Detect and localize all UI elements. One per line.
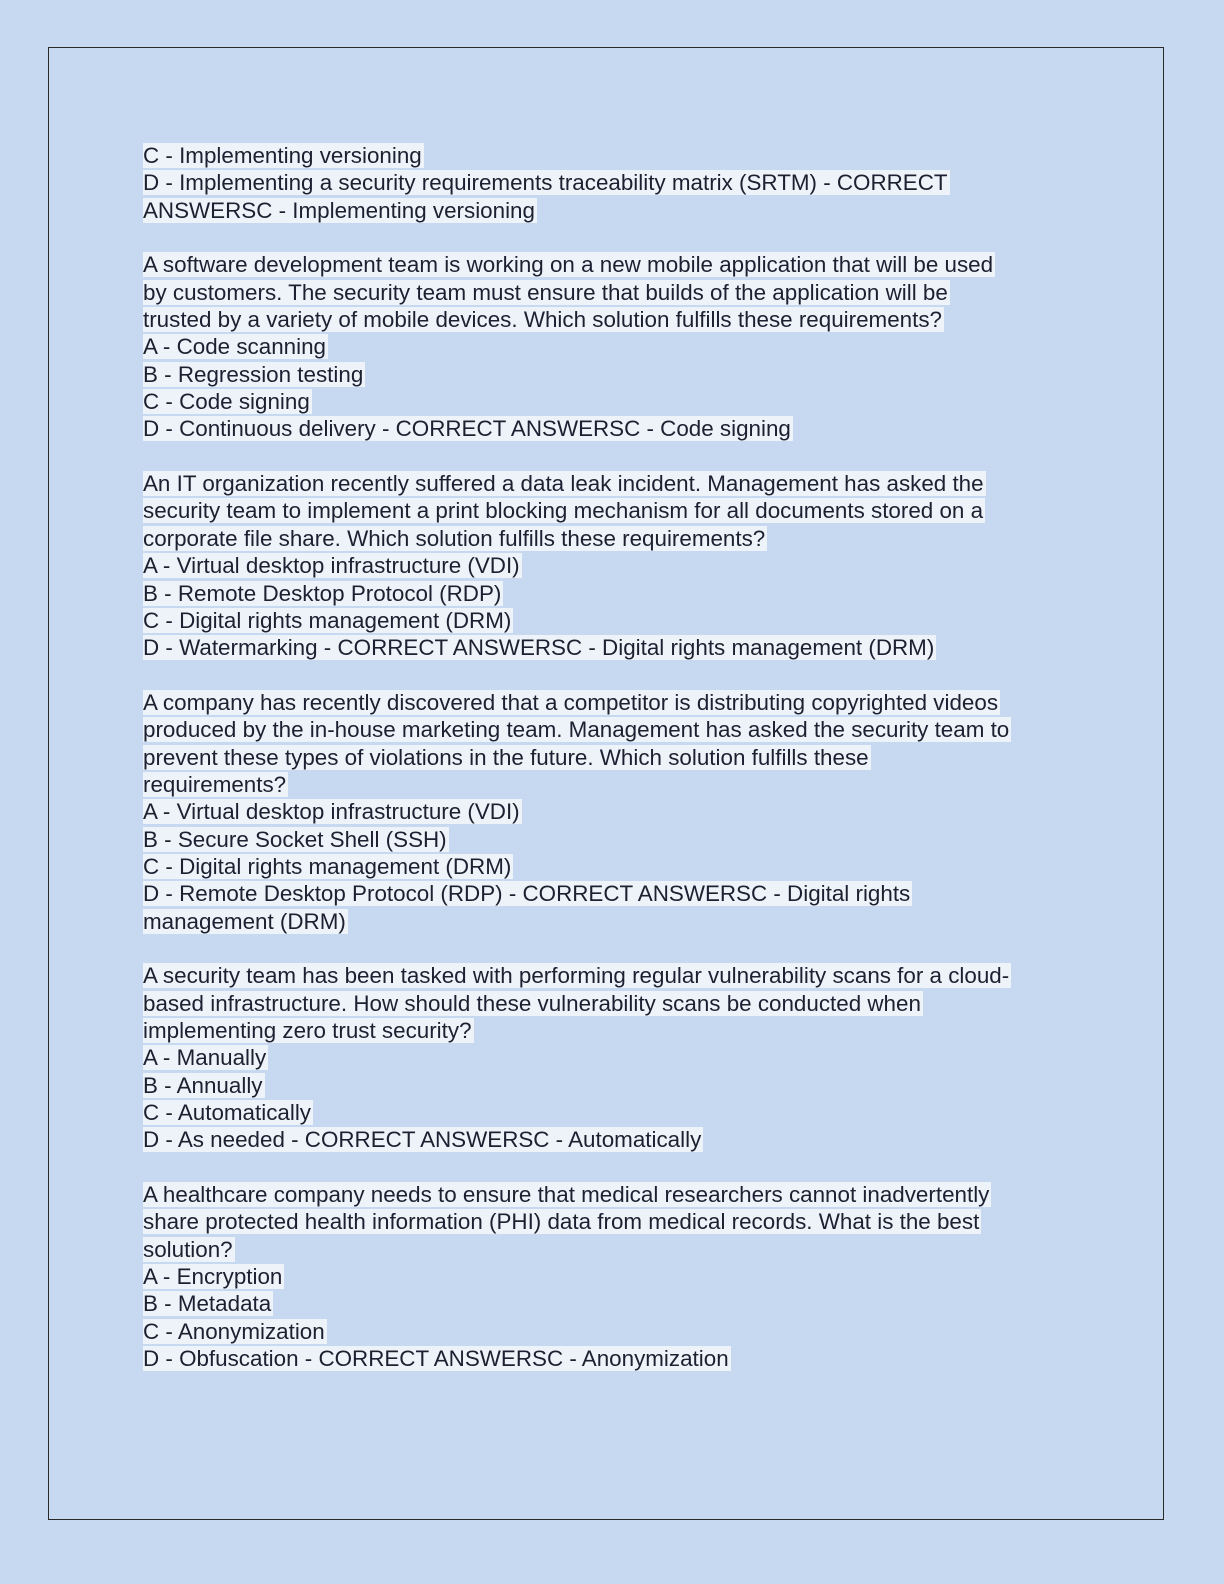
- question-block: [143, 251, 1083, 442]
- highlighted-text: corporate file share. Which solution fulfills these requirements?: [143, 525, 766, 551]
- highlighted-text: B - Metadata: [143, 1291, 272, 1317]
- highlighted-text: A software development team is working on a new mobile application that will be used: [143, 252, 994, 278]
- text-line: [143, 1044, 1083, 1071]
- highlighted-text: based infrastructure. How should these vulnerability scans be conducted when: [143, 990, 921, 1016]
- text-line: [143, 1318, 1083, 1345]
- paragraph-gap: [143, 1154, 1083, 1181]
- text-line: [143, 525, 1083, 552]
- text-line: [143, 826, 1083, 853]
- highlighted-text: B - Regression testing: [143, 361, 364, 387]
- question-continuation: [143, 142, 1083, 224]
- highlighted-text: solution?: [143, 1236, 233, 1262]
- text-line: [143, 1290, 1083, 1317]
- document-body: [143, 142, 1083, 1372]
- text-line: [143, 142, 1083, 169]
- text-line: [143, 1236, 1083, 1263]
- highlighted-text: produced by the in-house marketing team. Management has asked the security team to: [143, 717, 1010, 743]
- highlighted-text: implementing zero trust security?: [143, 1018, 472, 1043]
- text-line: [143, 1017, 1083, 1044]
- highlighted-text: C - Code signing: [143, 389, 310, 415]
- highlighted-text: B - Annually: [143, 1072, 263, 1098]
- text-line: [143, 880, 1083, 907]
- highlighted-text: A security team has been tasked with performing regular vulnerability scans for a cloud-: [143, 963, 1010, 989]
- highlighted-text: A company has recently discovered that a competitor is distributing copyrighted videos: [143, 689, 999, 715]
- paragraph-gap: [143, 935, 1083, 962]
- text-line: [143, 279, 1083, 306]
- text-line: [143, 415, 1083, 442]
- question-block: [143, 1181, 1083, 1372]
- text-line: [143, 1263, 1083, 1290]
- text-line: [143, 361, 1083, 388]
- text-line: [143, 169, 1083, 196]
- text-line: [143, 1208, 1083, 1235]
- text-line: [143, 1126, 1083, 1153]
- text-line: [143, 716, 1083, 743]
- highlighted-text: requirements?: [143, 771, 287, 797]
- highlighted-text: C - Anonymization: [143, 1318, 325, 1344]
- text-line: [143, 388, 1083, 415]
- highlighted-text: A - Encryption: [143, 1264, 283, 1290]
- text-line: [143, 962, 1083, 989]
- highlighted-text: ANSWERSC - Implementing versioning: [143, 197, 535, 223]
- highlighted-text: trusted by a variety of mobile devices. Which solution fulfills these requirements?: [143, 307, 942, 333]
- highlighted-text: A - Virtual desktop infrastructure (VDI): [143, 553, 520, 579]
- question-block: [143, 689, 1083, 935]
- highlighted-text: prevent these types of violations in the future. Which solution fulfills these: [143, 744, 869, 770]
- text-line: [143, 1072, 1083, 1099]
- text-line: [143, 251, 1083, 278]
- highlighted-text: C - Implementing versioning: [143, 143, 422, 168]
- highlighted-text: A - Manually: [143, 1045, 267, 1071]
- text-line: [143, 634, 1083, 661]
- highlighted-text: share protected health information (PHI) data from medical records. What is the best: [143, 1209, 980, 1235]
- text-line: [143, 197, 1083, 224]
- highlighted-text: C - Digital rights management (DRM): [143, 853, 512, 879]
- text-line: [143, 552, 1083, 579]
- text-line: [143, 580, 1083, 607]
- highlighted-text: D - Watermarking - CORRECT ANSWERSC - Digital rights management (DRM): [143, 635, 935, 661]
- highlighted-text: A - Virtual desktop infrastructure (VDI): [143, 799, 520, 825]
- text-line: [143, 607, 1083, 634]
- text-line: [143, 1099, 1083, 1126]
- highlighted-text: D - Continuous delivery - CORRECT ANSWERSC - Code signing: [143, 416, 791, 442]
- text-line: [143, 798, 1083, 825]
- text-line: [143, 771, 1083, 798]
- paragraph-gap: [143, 662, 1083, 689]
- highlighted-text: security team to implement a print blocking mechanism for all documents stored on a: [143, 498, 984, 524]
- text-line: [143, 853, 1083, 880]
- highlighted-text: An IT organization recently suffered a data leak incident. Management has asked the: [143, 471, 984, 497]
- highlighted-text: D - As needed - CORRECT ANSWERSC - Automatically: [143, 1127, 702, 1153]
- highlighted-text: B - Remote Desktop Protocol (RDP): [143, 580, 502, 606]
- paragraph-gap: [143, 224, 1083, 251]
- text-line: [143, 306, 1083, 333]
- paragraph-gap: [143, 443, 1083, 470]
- highlighted-text: A - Code scanning: [143, 334, 326, 360]
- question-block: [143, 962, 1083, 1153]
- text-line: [143, 1181, 1083, 1208]
- highlighted-text: C - Digital rights management (DRM): [143, 607, 512, 633]
- highlighted-text: management (DRM): [143, 908, 346, 934]
- text-line: [143, 990, 1083, 1017]
- highlighted-text: by customers. The security team must ensure that builds of the application will be: [143, 279, 948, 305]
- text-line: [143, 744, 1083, 771]
- question-block: [143, 470, 1083, 661]
- highlighted-text: C - Automatically: [143, 1100, 311, 1126]
- highlighted-text: D - Obfuscation - CORRECT ANSWERSC - Anonymization: [143, 1346, 729, 1372]
- highlighted-text: B - Secure Socket Shell (SSH): [143, 826, 447, 852]
- text-line: [143, 333, 1083, 360]
- text-line: [143, 497, 1083, 524]
- text-line: [143, 470, 1083, 497]
- text-line: [143, 908, 1083, 935]
- highlighted-text: D - Remote Desktop Protocol (RDP) - CORRECT ANSWERSC - Digital rights: [143, 881, 911, 907]
- highlighted-text: D - Implementing a security requirements traceability matrix (SRTM) - CORRECT: [143, 170, 948, 196]
- text-line: [143, 1345, 1083, 1372]
- highlighted-text: A healthcare company needs to ensure that medical researchers cannot inadvertently: [143, 1182, 990, 1208]
- text-line: [143, 689, 1083, 716]
